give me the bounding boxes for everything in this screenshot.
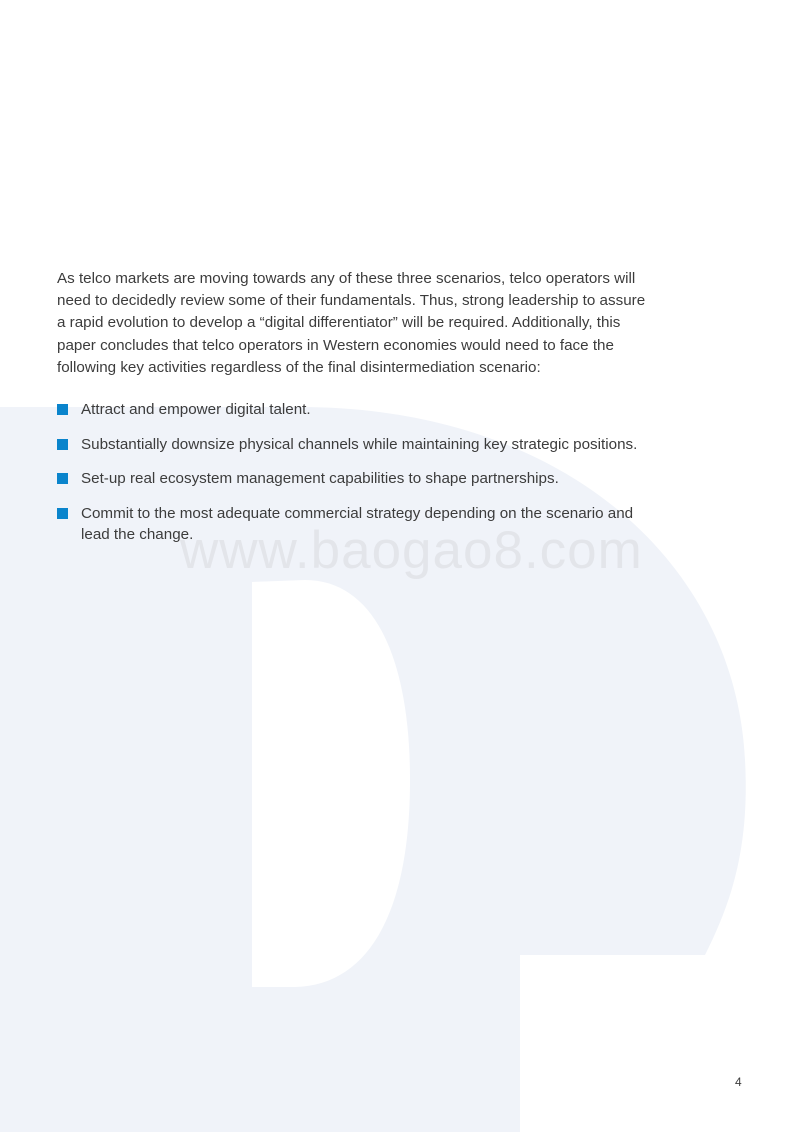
intro-paragraph: As telco markets are moving towards any of these three scenarios, telco operators will need to decidedly review some of their fundamentals. Thus, strong leadership to assure a rapid evolution to develop a “digital differentiator” will be required. Additionally, this paper concludes that telco operators in Western economies would need to face the following key activities regardless of the final disintermediation scenario: [57, 270, 646, 376]
list-item-text: Commit to the most adequate commercial strategy depending on the scenario and lead the change. [81, 504, 634, 544]
bullet-square-icon [57, 473, 68, 484]
list-item-text: Attract and empower digital talent. [81, 401, 311, 419]
bullet-square-icon [57, 508, 68, 519]
list-item-text: Set-up real ecosystem management capabilities to shape partnerships. [81, 470, 559, 488]
list-item-text: Substantially downsize physical channels while maintaining key strategic positions. [81, 435, 638, 453]
bullet-square-icon [57, 439, 68, 450]
page-number: 4 [735, 1075, 742, 1089]
list-item [57, 468, 647, 490]
bullet-square-icon [57, 404, 68, 415]
list-item [57, 434, 647, 456]
main-content [57, 268, 647, 559]
list-item [57, 399, 647, 421]
watermark: www.baogao8.com [180, 521, 643, 580]
